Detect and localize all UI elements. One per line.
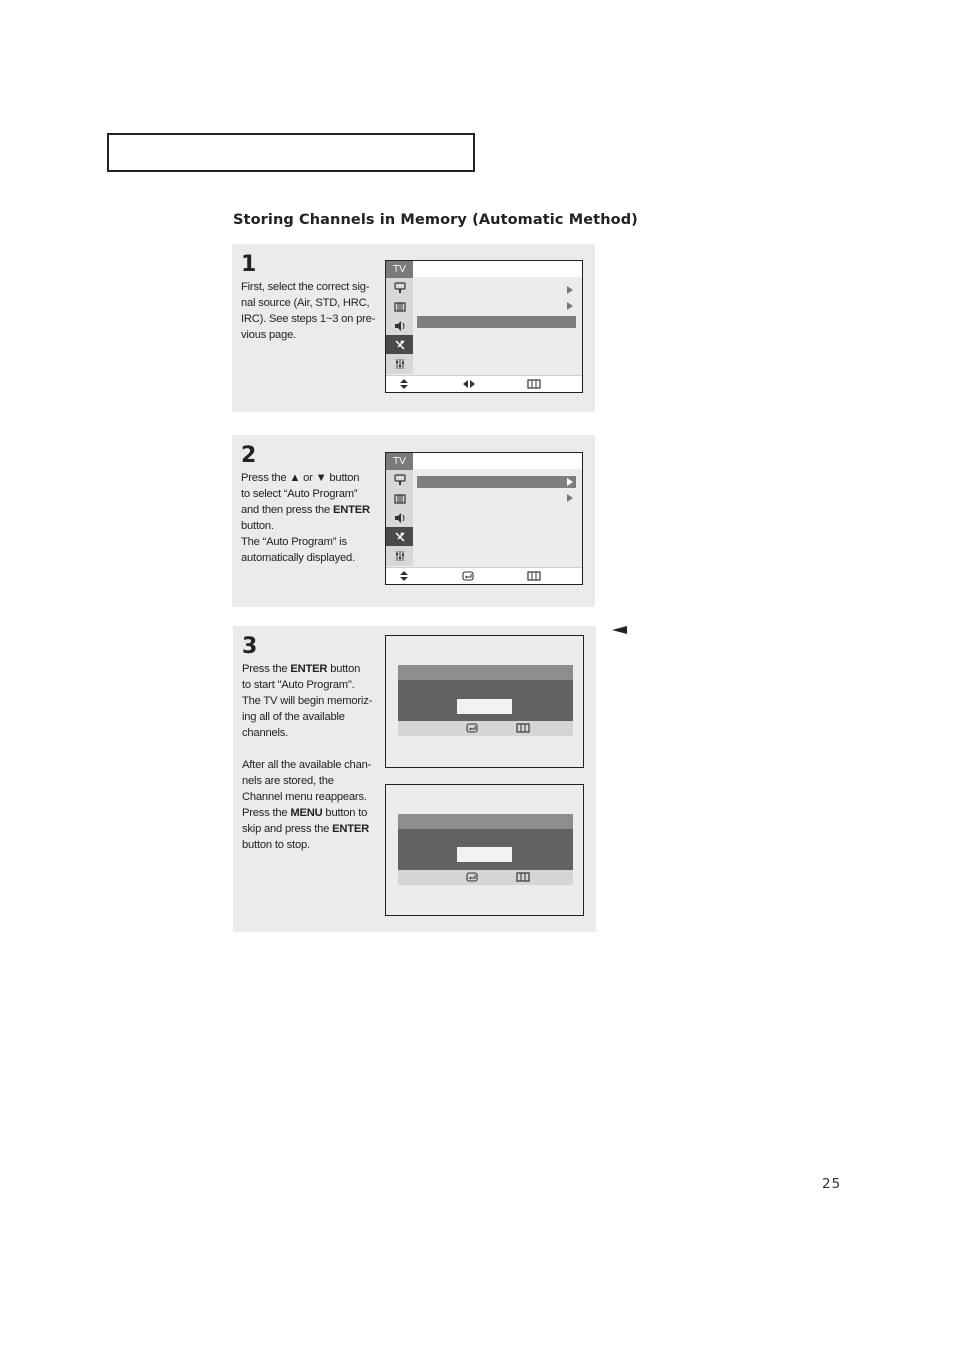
instruction-line: button. xyxy=(241,520,274,532)
step-instructions xyxy=(241,279,381,343)
enter-key-label: ENTER xyxy=(332,504,370,516)
instruction-line: Channel menu reappears. xyxy=(242,791,367,803)
text-fragment: or xyxy=(300,472,316,484)
section-title: Storing Channels in Memory (Automatic Method) xyxy=(233,212,638,228)
menu-exit-icon xyxy=(527,379,541,389)
instruction-line xyxy=(242,821,382,837)
step-number: 1 xyxy=(241,252,257,277)
adjust-leftright-icon xyxy=(463,379,475,389)
text-fragment: skip and press the xyxy=(242,823,333,835)
instruction-line: vious page. xyxy=(241,329,297,341)
enter-icon xyxy=(466,723,480,733)
menu-row-highlighted xyxy=(417,476,576,488)
menu-exit-icon xyxy=(516,872,530,882)
progress-bar xyxy=(457,847,512,862)
menu-sidebar xyxy=(386,261,413,374)
move-updown-icon xyxy=(398,571,410,581)
sound-bars-icon xyxy=(386,489,413,508)
auto-program-header xyxy=(398,814,573,829)
menu-tv-label: TV xyxy=(386,261,413,278)
instruction-line: The TV will begin memoriz- xyxy=(242,695,373,707)
text-fragment: Press the xyxy=(242,807,291,819)
menu-exit-icon xyxy=(527,571,541,581)
submenu-arrow-icon xyxy=(567,286,573,294)
instruction-line: First, select the correct sig- xyxy=(241,281,370,293)
auto-program-screen xyxy=(385,784,584,916)
instruction-line: channels. xyxy=(242,727,289,739)
tv-channel-menu-screen xyxy=(385,260,583,393)
instruction-line xyxy=(242,805,382,821)
menu-bottom-bar xyxy=(386,375,582,392)
step-instructions xyxy=(241,470,381,566)
instruction-line: ing all of the available xyxy=(242,711,345,723)
step-number: 3 xyxy=(242,634,258,659)
submenu-arrow-icon xyxy=(567,478,573,486)
text-fragment: button xyxy=(326,472,360,484)
picture-icon xyxy=(386,470,413,489)
instruction-line: nal source (Air, STD, HRC, xyxy=(241,297,370,309)
auto-program-header xyxy=(398,665,573,680)
menu-key-label: MENU xyxy=(290,807,323,819)
move-updown-icon xyxy=(398,379,410,389)
down-arrow-symbol: ▼ xyxy=(315,472,327,484)
step-2-panel xyxy=(232,435,595,607)
submenu-arrow-icon xyxy=(567,494,573,502)
speaker-icon xyxy=(386,316,413,335)
speaker-icon xyxy=(386,508,413,527)
enter-icon xyxy=(462,571,476,581)
instruction-line: automatically displayed. xyxy=(241,552,355,564)
instruction-line: After all the available chan- xyxy=(242,759,372,771)
sound-bars-icon xyxy=(386,297,413,316)
menu-sidebar xyxy=(386,453,413,566)
auto-program-screen xyxy=(385,635,584,768)
instruction-line: button to stop. xyxy=(242,839,310,851)
setup-sliders-icon xyxy=(386,354,413,373)
step-instructions xyxy=(242,661,382,853)
step-1-panel xyxy=(232,244,595,412)
auto-program-body xyxy=(398,829,573,870)
left-pointer-icon xyxy=(612,626,627,634)
section-header-box xyxy=(107,133,475,172)
satellite-icon xyxy=(386,335,413,354)
menu-exit-icon xyxy=(516,723,530,733)
enter-icon xyxy=(466,872,480,882)
up-arrow-symbol: ▲ xyxy=(289,472,301,484)
tv-channel-menu-screen xyxy=(385,452,583,585)
instruction-line xyxy=(241,502,381,518)
progress-bar xyxy=(457,699,512,714)
instruction-line xyxy=(242,661,382,677)
instruction-line: to select “Auto Program” xyxy=(241,488,358,500)
page-number: 25 xyxy=(822,1176,842,1192)
satellite-icon xyxy=(386,527,413,546)
instruction-line: The “Auto Program” is xyxy=(241,536,347,548)
enter-key-label: ENTER xyxy=(332,823,370,835)
enter-key-label: ENTER xyxy=(290,663,328,675)
instruction-line: IRC). See steps 1~3 on pre- xyxy=(241,313,376,325)
paragraph-spacer xyxy=(242,741,382,757)
step-number: 2 xyxy=(241,443,257,468)
menu-row xyxy=(417,284,576,296)
menu-title-bar xyxy=(413,453,582,469)
text-fragment: Press the xyxy=(242,663,291,675)
menu-row xyxy=(417,492,576,504)
text-fragment: and then press the xyxy=(241,504,333,516)
menu-bottom-bar xyxy=(386,567,582,584)
menu-tv-label: TV xyxy=(386,453,413,470)
instruction-line xyxy=(241,470,381,486)
auto-program-body xyxy=(398,680,573,721)
menu-row xyxy=(417,300,576,312)
text-fragment: button xyxy=(327,663,361,675)
auto-program-footer xyxy=(398,870,573,885)
text-fragment: button to xyxy=(322,807,368,819)
text-fragment: Press the xyxy=(241,472,290,484)
submenu-arrow-icon xyxy=(567,302,573,310)
menu-row-highlighted xyxy=(417,316,576,328)
instruction-line: to start "Auto Program". xyxy=(242,679,355,691)
instruction-line: nels are stored, the xyxy=(242,775,334,787)
step-3-panel xyxy=(233,626,596,932)
setup-sliders-icon xyxy=(386,546,413,565)
menu-title-bar xyxy=(413,261,582,277)
picture-icon xyxy=(386,278,413,297)
auto-program-footer xyxy=(398,721,573,736)
